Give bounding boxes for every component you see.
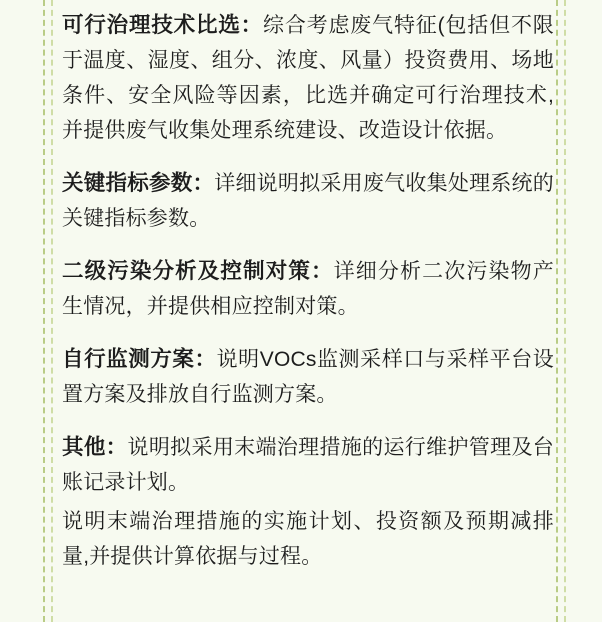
section-key-indicators <box>62 166 554 236</box>
section-paragraph <box>62 430 554 500</box>
section-paragraph <box>62 166 554 236</box>
section-lead-label: 其他： <box>62 435 128 459</box>
closing-paragraph: 说明末端治理措施的实施计划、投资额及预期减排量,并提供计算依据与过程。 <box>62 510 554 568</box>
left-outer-dashed-rule <box>43 0 45 622</box>
section-lead-label: 自行监测方案： <box>62 347 217 371</box>
section-body-text: 详细说明拟采用废气收集处理系统的关键指标参数。 <box>62 172 554 230</box>
section-paragraph <box>62 342 554 412</box>
right-inner-dashed-rule <box>564 0 566 622</box>
section-lead-label: 关键指标参数： <box>62 171 215 195</box>
section-paragraph <box>62 254 554 324</box>
left-inner-dashed-rule <box>51 0 53 622</box>
section-paragraph <box>62 8 554 148</box>
section-body-text: 详细分析二次污染物产生情况，并提供相应控制对策。 <box>62 260 555 318</box>
section-body-text: 说明拟采用末端治理措施的运行维护管理及台账记录计划。 <box>62 436 554 494</box>
section-feasible-technology <box>62 8 554 148</box>
document-content <box>62 0 554 622</box>
section-body-text: 综合考虑废气特征(包括但不限于温度、湿度、组分、浓度、风量）投资费用、场地条件、安全风险等因素，比选并确定可行治理技术,并提供废气收集处理系统建设、改造设计依据。 <box>62 14 554 142</box>
section-body-text: 说明VOCs监测采样口与采样平台设置方案及排放自行监测方案。 <box>62 348 554 406</box>
closing-statement <box>62 504 554 574</box>
section-lead-label: 可行治理技术比选： <box>62 13 263 37</box>
right-outer-dashed-rule <box>556 0 558 622</box>
section-secondary-pollution <box>62 254 554 324</box>
section-self-monitoring <box>62 342 554 412</box>
section-other <box>62 430 554 500</box>
section-lead-label: 二级污染分析及控制对策： <box>62 259 334 283</box>
